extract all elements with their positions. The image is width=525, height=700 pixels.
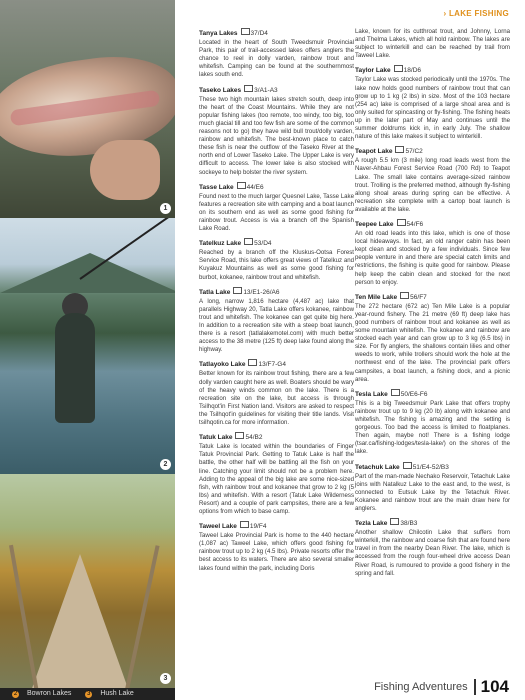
lake-description: A long, narrow 1,816 hectare (4,487 ac) lake that parallels Highway 20, Tatla Lake offers kokanee, rainbow trout and whitefish. The kokanee can get quite big here. In addition to a recreation site with a steep boat launch, there is a resort (tatlalakemotel.com) with much better access to the 38 metre (125 ft) deep lake found along the highway. [199,297,354,354]
caption: 2 Bowron Lakes [13,690,72,697]
lake-title [355,146,510,156]
lake-description: This is a big Tweedsmuir Park Lake that offers trophy rainbow trout up to 9 kg (20 lb) along with kokanee and whitefish. The fishing is amazing and the setting is gorgeous. Too bad the access is limited to floatplanes. Then again, maybe not! There is a fishing lodge (tsar.ca/fishing-lodges/tesla-lake/) on the shores of the lake. [355,399,510,456]
photo-number: 1 [160,203,171,214]
lake-title [199,521,354,531]
lake-name: Tatla Lake [199,288,231,296]
map-reference: 54/F6 [406,220,424,228]
lake-title [199,182,354,192]
map-book-icon [395,146,404,153]
lake-description: These two high mountain lakes stretch south, deep into the heart of the Coast Mountains. While they are not popular fishing lakes (too remote, too windy, too big, too much glacial till and too few fish are some of the common reasons not to go) they have wild bull trout/dolly varden, rainbow and whitefish. The best-known place to catch these fish is near the outflow of the Taseko River at the north end of Lower Taseko Lake. The Upper Lake is very difficult to access. The lower lake is also stocked with sockeye to help bolster the river system. [199,95,354,176]
lake-description: Reached by a branch off the Kluskus-Ootsa Forest Service Road, this lake offers great views of Tatelkuz and Kuyakuz Mountains as well as some good fishing for burbot, kokanee, rainbow trout and whitefish. [199,249,354,281]
lake-entry [355,28,510,60]
map-reference: 38/B3 [400,520,418,528]
lake-title [199,28,354,38]
map-book-icon [390,518,399,525]
lake-name: Teapot Lake [355,148,393,156]
photo-column [0,0,175,688]
lake-title [355,462,510,472]
lake-title [355,389,510,399]
lake-entry [355,219,510,287]
lake-description: Better known for its rainbow trout fishing, there are a few dolly varden caught here as well. Boaters should be wary of the heavy winds common on the lake. There is a recreation site on the lake, but access is through Tsilhqot'in First Nation land. Visitors are asked to respect the Tsilhqot'in guidelines for visiting their title lands. Visit tsilhqotin.ca for more information. [199,370,354,427]
map-reference: 19/F4 [249,523,267,531]
photo-captions [0,688,175,700]
lake-description: Taweel Lake Provincial Park is home to the 440 hectare (1,087 ac) Taweel Lake, which offers good fishing for rainbow trout up to 2 kg (4.5 lbs). Private resorts offer the best access to its waters. There are also several smaller lakes found within the park, including Doris [199,532,354,572]
lake-name: Tatelkuz Lake [199,240,242,248]
lake-entry [355,146,510,214]
lake-title [355,65,510,75]
lake-description: Another shallow Chilcotin Lake that suffers from winterkill, the rainbow and coarse fish that are found here travel in from the nearby Dean River. The lake, which is accessed from the rough four-wheel drive access Dean River Road, is rumoured to provide a good fishery in the spring and fall. [355,529,510,577]
lake-description: A rough 5.5 km (3 mile) long road leads west from the Naver-Ahbau Forest Service Road (700 Rd) to Teapot Lake. The small lake contains average-sized rainbow trout. Trolling is the preferred method, although fly-fishing along shoal areas during spring can be effective. A recreation site complete with a cartop boat launch is available at the lake. [355,157,510,213]
lake-title [199,85,354,95]
lake-description: Found next to the much larger Quesnel Lake, Tasse Lake features a recreation site with camping and a boat launch on its southern end as well as some good fishing for rainbow trout. Access is via a branch off the Spanish Lake Road. [199,192,354,233]
lake-title [199,238,354,248]
map-book-icon [237,182,246,189]
lake-entry [199,238,354,281]
lake-name: Tetachuk Lake [355,463,400,471]
lake-name: Tesla Lake [355,390,388,398]
page-footer [374,678,509,696]
map-book-icon [244,85,253,92]
map-reference: 44/E6 [246,183,264,191]
photo-angler-lake [0,218,175,474]
lake-entry [199,359,354,427]
map-reference: 54/B2 [245,434,263,442]
dock-graphic [30,554,130,688]
photo-dock [0,474,175,688]
map-book-icon [244,238,253,245]
lake-entry [199,85,354,177]
map-reference: 50/E6-F6 [400,390,428,398]
lake-name: Taylor Lake [355,67,391,75]
photo-number: 3 [160,673,171,684]
lake-title [199,359,354,369]
lake-description: Located in the heart of South Tweedsmuir Provincial Park, this pair of trail-accessed lakes offers anglers the chance to reel in dolly varden, rainbow trout and whitefish. Camping can be found at the southernmost lakes south end. [199,39,354,79]
lake-name: Taweel Lake [199,523,237,531]
map-reference: 18/D6 [403,67,422,75]
map-book-icon [400,292,409,299]
lake-name: Tatuk Lake [199,434,233,442]
lake-entry [199,287,354,355]
lake-description: Part of the man-made Nechako Reservoir, Tetachuk Lake joins with Natalkuz Lake to the east and, to the west, is connected to Eutsuk Lake by the Tetachuk River. Kokanee and rainbow trout are the main draw here for anglers. [355,472,510,512]
map-reference: 13/E1-26/A6 [243,288,280,296]
text-column-left [199,28,354,578]
lake-title [355,518,510,528]
lake-entry [355,389,510,457]
footer-title: Fishing Adventures [374,681,468,693]
map-book-icon [394,65,403,72]
footer-divider [474,679,476,695]
lake-name: Taseko Lakes [199,86,242,94]
map-reference: 53/D4 [254,240,272,248]
photo-number: 2 [160,459,171,470]
lake-name: Tanya Lakes [199,30,238,37]
lake-name: Tatlayoko Lake [199,361,246,369]
lake-description: Taylor Lake was stocked periodically until the 1970s. The lake now holds good numbers of rainbow trout that can grow up to 1 kg (2 lbs) in size. Most of the 103 hectare (254 ac) lake is comprised of a large shoal area and is only suited for spincasting or fly-fishing. The fishing heats up in the later part of May and continues until the summer doldrums kick in, in early July. The shallow nature of this lake makes it subject to winterkill. [355,76,510,141]
lake-name: Tezla Lake [355,520,388,528]
lake-entry [355,65,510,141]
caption: 3 Hush Lake [87,690,134,697]
lake-description: The 272 hectare (672 ac) Ten Mile Lake is a popular year-round fishery. The 21 metre (69 ft) deep lake has good numbers of rainbow trout and kokanee as well as some mountain whitefish. The kokanee and rainbow are stocked each year and can grow up to 3 kg (6.5 lbs) in size. For fly anglers, the shallows contain lilies and other weeds to work, while trollers should work the hole at the northwest end of the lake. The provincial park offers campsites, a boat launch, a fishing dock, and a picnic area. [355,302,510,383]
hand-graphic [90,140,160,200]
map-book-icon [235,432,244,439]
map-book-icon [403,462,412,469]
lake-description: Tatuk Lake is located within the boundaries of Finger Tatuk Provincial Park. Getting to Tatuk Lake is half the battle, the other half will be battling all the fish on your line. Catching your limit should not be a problem here. Adding to the appeal of the big lake are some nice-sized fish, with rainbow trout and kokanee that grow to 2 kg (5 lbs) and whitefish. With a resort (Tatuk Lake Wilderness Resort) and a couple of park campsites, there are a few options from which to base camp. [199,443,354,515]
lake-title [355,292,510,302]
lake-title [199,432,354,442]
map-reference: 57/C2 [405,148,423,156]
section-header: › LAKE FISHING [443,9,509,18]
lake-name: Ten Mile Lake [355,293,398,301]
map-book-icon [397,219,406,226]
map-reference: 56/F7 [410,293,427,301]
lake-title [199,287,354,297]
text-column-right [355,28,510,583]
lake-entry [355,518,510,578]
lake-title [355,219,510,229]
map-book-icon [240,521,249,528]
lake-description: An old road leads into this lake, which is one of those local hideaways. In fact, an old ranger cabin has been kept clean and stocked by a few individuals. Since few people venture in and there are special catch limits and restrictions, the fishing is quite good for rainbow. Please help keep the cabin clean and stocked for the next person to enjoy. [355,230,510,286]
map-book-icon [233,287,242,294]
lake-name: Tasse Lake [199,183,234,191]
lake-entry [199,432,354,516]
map-book-icon [241,28,250,35]
map-reference: 37/D4 [250,30,268,37]
lake-entry [199,28,354,80]
map-reference: 51/E4-52/B3 [412,463,449,471]
angler-body [55,313,95,423]
lake-description: Lake, known for its cutthroat trout, and Johnny, Lorna and Thelma Lakes, which all hold rainbow. The lakes are subject to winterkill and can be reached by trail from Taweel Lake. [355,28,510,60]
map-reference: 13/F7-G4 [258,361,286,369]
lake-entry [355,462,510,514]
map-book-icon [248,359,257,366]
map-book-icon [391,389,400,396]
lake-entry [199,521,354,573]
lake-name: Teepee Lake [355,220,394,228]
photo-fish-in-hand [0,0,175,218]
page-number: 104 [480,677,509,696]
map-reference: 3/A1-A3 [254,86,278,94]
lake-entry [199,182,354,234]
lake-entry [355,292,510,384]
